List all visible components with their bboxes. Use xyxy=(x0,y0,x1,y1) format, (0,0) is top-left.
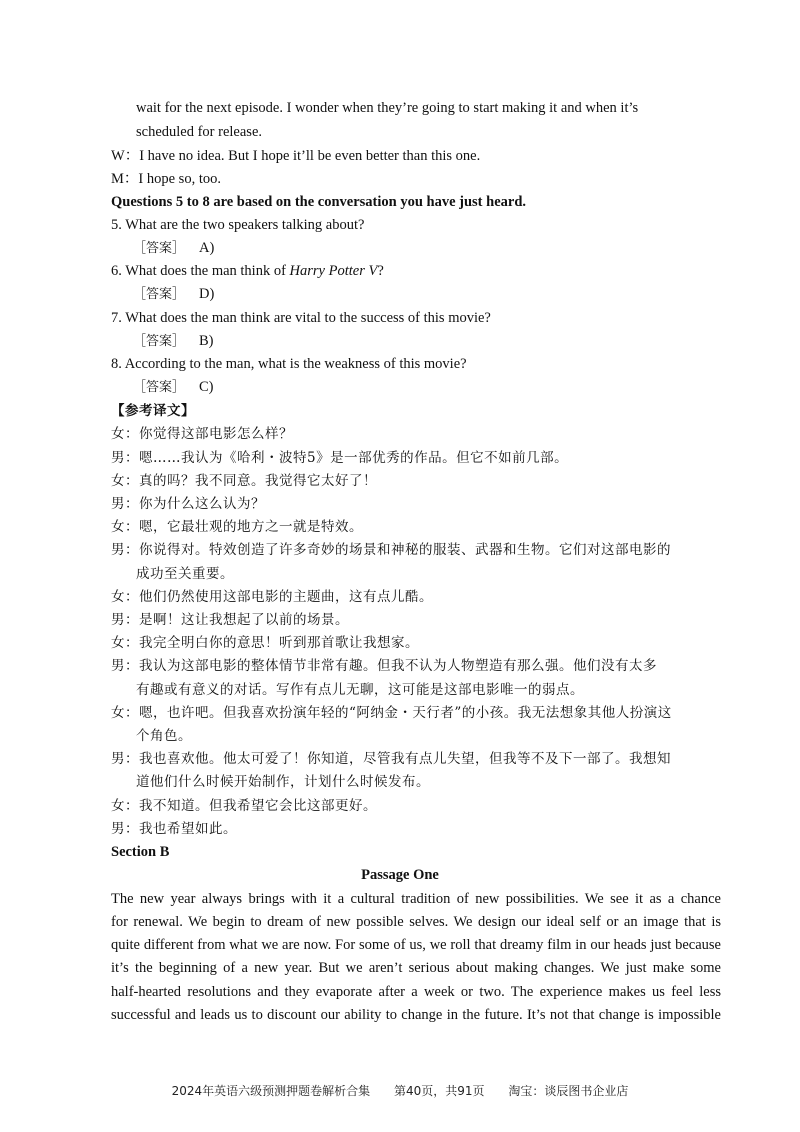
translation-line: 男：我也希望如此。 xyxy=(111,821,237,837)
question-6 xyxy=(111,261,384,281)
answer-tag: ［答案］ xyxy=(133,241,186,256)
section-title: Section B xyxy=(111,844,170,860)
translation-line: 男：你为什么这么认为？ xyxy=(111,496,265,512)
answer-tag: ［答案］ xyxy=(133,380,186,395)
footer-page-number: 第40页，共91页 xyxy=(393,1084,485,1098)
translation-line: 有趣或有意义的对话。写作有点儿无聊，这可能是这部电影唯一的弱点。 xyxy=(136,682,584,698)
answer-7 xyxy=(133,331,214,352)
question-5 xyxy=(111,215,364,235)
question-7 xyxy=(111,308,491,328)
dialogue-line-m: M：I hope so, too. xyxy=(111,171,221,187)
questions-heading: Questions 5 to 8 are based on the conversation you have just heard. xyxy=(111,194,527,210)
translation-line: 男：我也喜欢他。他太可爱了！你知道，尽管我有点儿失望，但我等不及下一部了。我想知 xyxy=(111,751,671,767)
answer-tag: ［答案］ xyxy=(133,334,186,349)
translation-line: 成功至关重要。 xyxy=(136,566,234,582)
dialogue-text: I hope so, too. xyxy=(138,171,221,187)
translation-line: 男：是啊！这让我想起了以前的场景。 xyxy=(111,612,349,628)
translation-line: 女：你觉得这部电影怎么样？ xyxy=(111,426,293,442)
question-number: 8. xyxy=(111,356,122,372)
translation-heading: 【参考译文】 xyxy=(111,403,195,419)
passage-line: half-hearted resolutions and they evaporate after a week or two. The experience makes us feel less xyxy=(111,984,721,1000)
answer-tag: ［答案］ xyxy=(133,287,186,302)
translation-line: 女：真的吗？我不同意。我觉得它太好了！ xyxy=(111,473,377,489)
translation-line: 女：嗯，它最壮观的地方之一就是特效。 xyxy=(111,519,363,535)
answer-value: D) xyxy=(199,286,215,302)
dialogue-text: I have no idea. But I hope it’ll be even better than this one. xyxy=(139,148,481,164)
translation-line: 男：我认为这部电影的整体情节非常有趣。但我不认为人物塑造有那么强。他们没有太多 xyxy=(111,658,657,674)
passage-text: The new year always brings with it a cultural tradition of new possibilities. We see it as a chance xyxy=(111,891,721,907)
translation-line: 男：嗯……我认为《哈利・波特5》是一部优秀的作品。但它不如前几部。 xyxy=(111,450,569,466)
question-text: What are the two speakers talking about? xyxy=(125,217,365,233)
answer-6 xyxy=(133,284,214,305)
page-footer xyxy=(0,1082,800,1099)
answer-value: B) xyxy=(199,333,214,349)
passage-line: quite different from what we are now. For some of us, we roll that dreamy film in our heads just because xyxy=(111,937,721,953)
passage-line: for renewal. We begin to dream of new possible selves. We design our ideal self or an image that is xyxy=(111,914,721,930)
translation-line: 女：嗯，也许吧。但我喜欢扮演年轻的“阿纳金・天行者”的小孩。我无法想象其他人扮演这 xyxy=(111,705,672,721)
footer-shop: 淘宝：谈辰图书企业店 xyxy=(508,1084,629,1098)
passage-title: Passage One xyxy=(361,867,439,883)
question-8 xyxy=(111,354,467,374)
intro-line-2: scheduled for release. xyxy=(136,124,263,140)
translation-line: 女：我不知道。但我希望它会比这部更好。 xyxy=(111,798,377,814)
question-text-end: ? xyxy=(377,263,384,279)
passage-line: it’s the beginning of a new year. But we aren’t serious about making changes. We just make some xyxy=(111,960,721,976)
speaker-label: M xyxy=(111,171,124,187)
passage-line: successful and leads us to discount our ability to change in the future. It’s not that change is impossible xyxy=(111,1007,721,1023)
answer-value: A) xyxy=(199,240,215,256)
answer-5 xyxy=(133,238,214,259)
movie-title: Harry Potter V xyxy=(289,263,378,279)
intro-line-1: wait for the next episode. I wonder when they’re going to start making it and when it’s xyxy=(136,100,639,116)
question-number: 6. xyxy=(111,263,122,279)
question-text: According to the man, what is the weakness of this movie? xyxy=(124,356,467,372)
translation-line: 男：你说得对。特效创造了许多奇妙的场景和神秘的服装、武器和生物。它们对这部电影的 xyxy=(111,542,671,558)
passage-line xyxy=(111,889,721,909)
translation-line: 女：我完全明白你的意思！听到那首歌让我想家。 xyxy=(111,635,419,651)
question-number: 5. xyxy=(111,217,122,233)
question-text: What does the man think are vital to the success of this movie? xyxy=(125,310,491,326)
dialogue-line-w: W：I have no idea. But I hope it’ll be even better than this one. xyxy=(111,148,481,164)
translation-line: 女：他们仍然使用这部电影的主题曲，这有点儿酷。 xyxy=(111,589,433,605)
footer-book-title: 2024年英语六级预测押题卷解析合集 xyxy=(171,1084,371,1098)
answer-8 xyxy=(133,377,214,398)
speaker-label: W xyxy=(111,148,125,164)
question-number: 7. xyxy=(111,310,122,326)
translation-line: 道他们什么时候开始制作，计划什么时候发布。 xyxy=(136,774,430,790)
question-text: What does the man think of xyxy=(125,263,290,279)
translation-line: 个角色。 xyxy=(136,728,192,744)
answer-value: C) xyxy=(199,379,214,395)
